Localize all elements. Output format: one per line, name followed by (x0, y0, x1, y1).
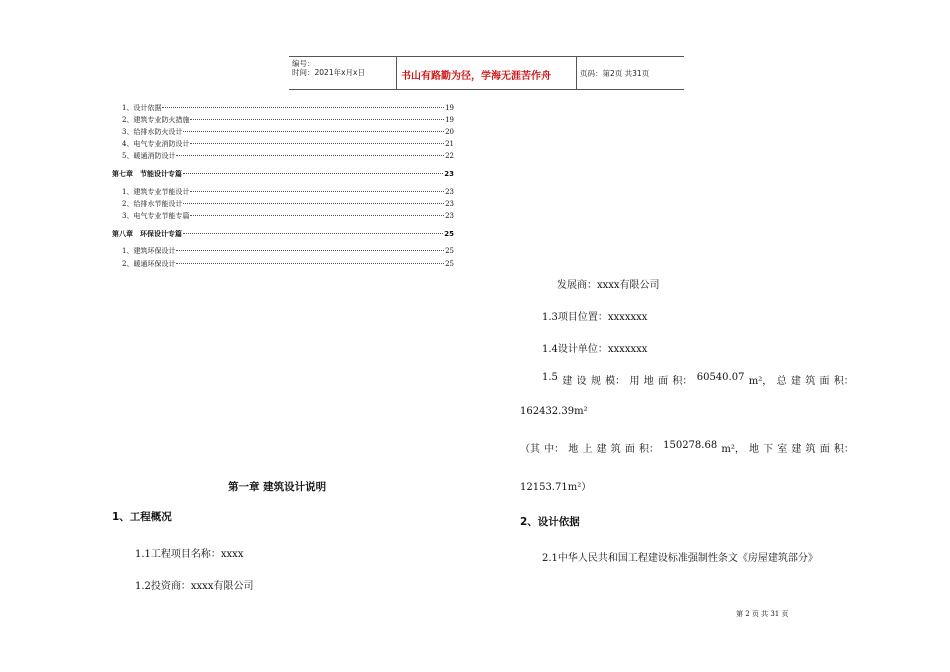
toc-entry[interactable]: 1、建筑环保设计 25 (122, 247, 454, 255)
paragraph: 1.4设计单位：xxxxxxx (542, 344, 648, 355)
toc-entry[interactable]: 1、建筑专业节能设计 23 (122, 188, 454, 196)
paragraph: 12153.71m²） (520, 482, 592, 493)
toc-entry[interactable]: 1、设计依据 19 (122, 104, 454, 112)
header-motto: 书山有路勤为径，学海无涯苦作舟 (401, 71, 551, 82)
section-heading: 2、设计依据 (520, 516, 580, 528)
paragraph: 2.1中华人民共和国工程建设标准强制性条文《房屋建筑部分》 (542, 553, 818, 564)
chapter-title: 第一章 建筑设计说明 (228, 481, 327, 493)
paragraph: 1.2投资商：xxxx有限公司 (135, 581, 254, 592)
toc-entry[interactable]: 5、暖通消防设计 22 (122, 152, 454, 160)
toc-entry[interactable]: 2、暖通环保设计 25 (122, 260, 454, 268)
page-footer: 第 2 页 共 31 页 (736, 610, 789, 618)
paragraph: 发展商：xxxx有限公司 (557, 280, 660, 291)
section-heading: 1、工程概况 (112, 511, 172, 523)
toc-entry[interactable]: 2、给排水节能设计 23 (122, 200, 454, 208)
paragraph: 1.1工程项目名称：xxxx (135, 549, 244, 560)
header-divider (576, 56, 577, 90)
toc-chapter-entry[interactable]: 第七章 节能设计专篇 23 (112, 170, 454, 178)
header-top-rule (289, 56, 684, 57)
toc-entry[interactable]: 2、建筑专业防火措施 19 (122, 116, 454, 124)
page-header (289, 56, 684, 90)
justified-paragraph-line: 1.5 建 设 规 模： 用 地 面 积： 60540.07 m²， 总 建 筑 面 积： (542, 372, 854, 387)
justified-paragraph-line: （其 中： 地 上 建 筑 面 积： 150278.68 m²， 地 下 室 建 筑 面 积： (520, 440, 854, 455)
header-page-number: 页码：第2页 共31页 (580, 69, 650, 78)
toc-entry[interactable]: 3、给排水防火设计 20 (122, 128, 454, 136)
header-date: 时间：2021年x月x日 (292, 68, 365, 77)
header-bottom-rule (289, 89, 684, 90)
toc-chapter-entry[interactable]: 第八章 环保设计专篇 25 (112, 230, 454, 238)
toc-entry[interactable]: 4、电气专业消防设计 21 (122, 140, 454, 148)
paragraph: 162432.39m² (520, 406, 588, 417)
paragraph: 1.3项目位置：xxxxxxx (542, 312, 648, 323)
header-divider (396, 56, 397, 90)
toc-entry[interactable]: 3、电气专业节能专篇 23 (122, 212, 454, 220)
header-number: 编号： (292, 59, 315, 68)
